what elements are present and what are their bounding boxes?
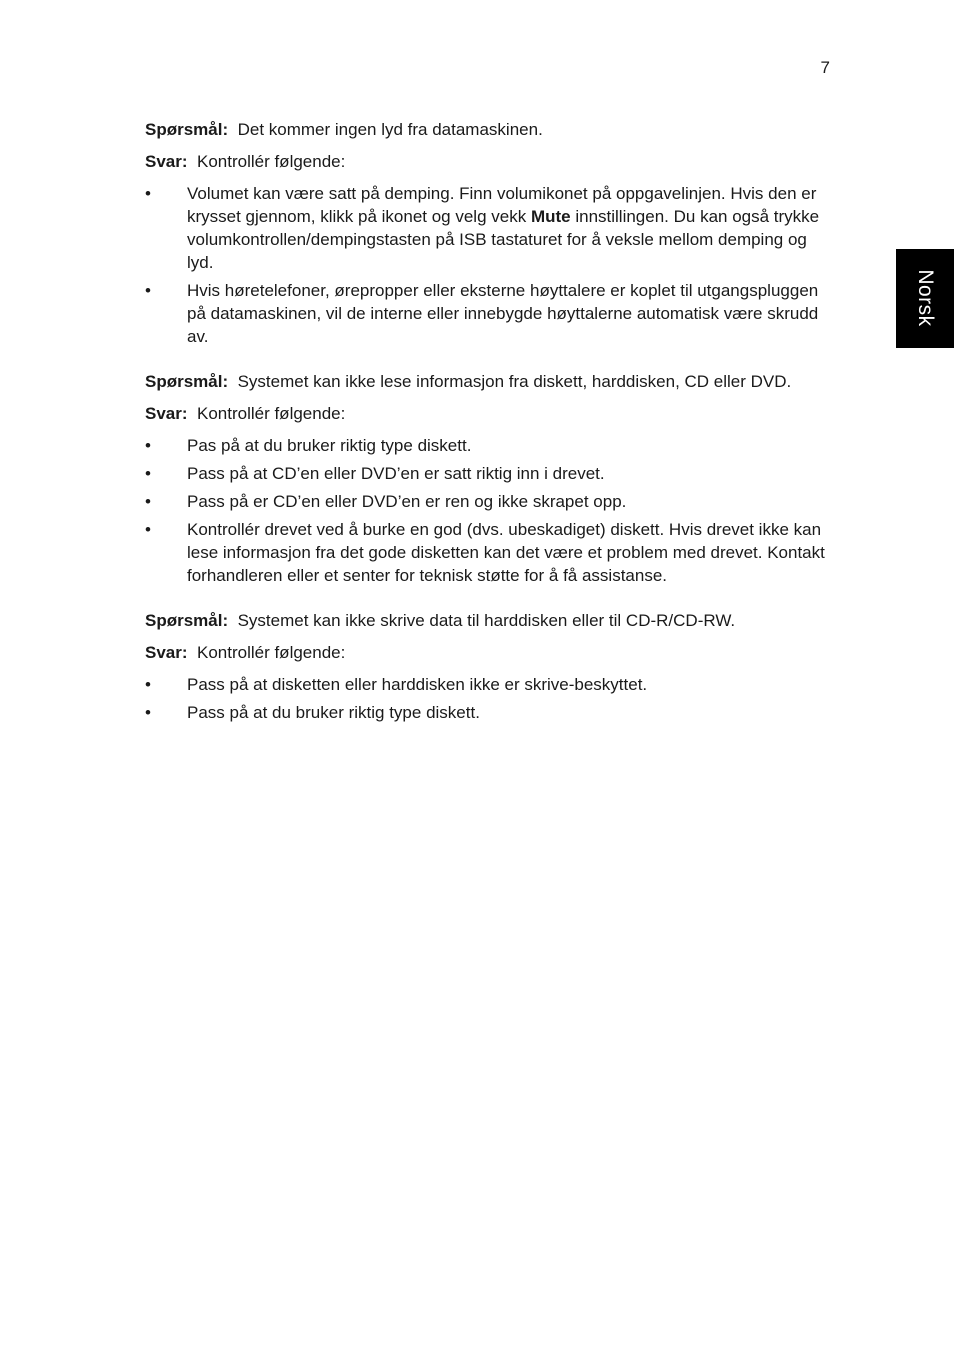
qa-block (145, 609, 830, 724)
list-item: • Pass på at disketten eller harddisken ikke er skrive-beskyttet. (145, 675, 648, 694)
qa-block (145, 370, 830, 587)
bullet-list (145, 673, 830, 724)
bullet-list (145, 434, 830, 587)
question-line (145, 609, 830, 632)
answer-text: Kontrollér følgende: (196, 643, 346, 662)
list-item: • Volumet kan være satt på demping. Finn volumikonet på oppgavelinjen. Hvis den er krysset gjennom, klikk på ikonet og velg vekk Mute innstillingen. Du kan også trykke volumkontrollen/dempingstasten på ISB tastaturet for å veksle mellom demping og lyd. (145, 184, 820, 272)
answer-line (145, 641, 830, 664)
language-tab-label: Norsk (914, 269, 937, 327)
question-line (145, 370, 830, 393)
list-item: • Hvis høretelefoner, ørepropper eller eksterne høyttalere er koplet til utgangspluggen på datamaskinen, vil de interne eller innebygde høyttalerne automatisk være skrudd av. (145, 281, 819, 346)
bullet-icon: • (145, 464, 151, 483)
list-item: • Pass på at CD’en eller DVD’en er satt riktig inn i drevet. (145, 464, 605, 483)
answer-label: Svar: (145, 643, 188, 662)
question-label: Spørsmål: (145, 120, 229, 139)
bullet-icon: • (145, 281, 151, 300)
bullet-icon: • (145, 520, 151, 539)
bullet-icon: • (145, 703, 151, 722)
list-item: • Pas på at du bruker riktig type diskett. (145, 436, 472, 455)
question-label: Spørsmål: (145, 611, 229, 630)
answer-text: Kontrollér følgende: (196, 404, 346, 423)
question-line (145, 118, 830, 141)
question-text: Det kommer ingen lyd fra datamaskinen. (237, 120, 543, 139)
answer-line (145, 402, 830, 425)
bullet-icon: • (145, 492, 151, 511)
answer-line (145, 150, 830, 173)
bold-term: Mute (530, 207, 571, 226)
answer-label: Svar: (145, 152, 188, 171)
answer-label: Svar: (145, 404, 188, 423)
bullet-icon: • (145, 436, 151, 455)
bullet-icon: • (145, 184, 151, 203)
qa-block (145, 118, 830, 348)
answer-text: Kontrollér følgende: (196, 152, 346, 171)
list-item: • Pass på er CD’en eller DVD’en er ren og ikke skrapet opp. (145, 492, 627, 511)
language-tab (896, 249, 954, 348)
question-text: Systemet kan ikke lese informasjon fra diskett, harddisken, CD eller DVD. (237, 372, 792, 391)
list-item: • Pass på at du bruker riktig type diskett. (145, 703, 480, 722)
document-body (145, 118, 830, 746)
list-item: • Kontrollér drevet ved å burke en god (dvs. ubeskadiget) diskett. Hvis drevet ikke kan lese informasjon fra det gode disketten kan det være et problem med drevet. Kontakt forhandleren eller et senter for teknisk støtte for å få assistanse. (145, 520, 825, 585)
bullet-icon: • (145, 675, 151, 694)
page-number: 7 (820, 58, 830, 77)
bullet-list (145, 182, 830, 348)
question-text: Systemet kan ikke skrive data til harddisken eller til CD-R/CD-RW. (237, 611, 736, 630)
question-label: Spørsmål: (145, 372, 229, 391)
